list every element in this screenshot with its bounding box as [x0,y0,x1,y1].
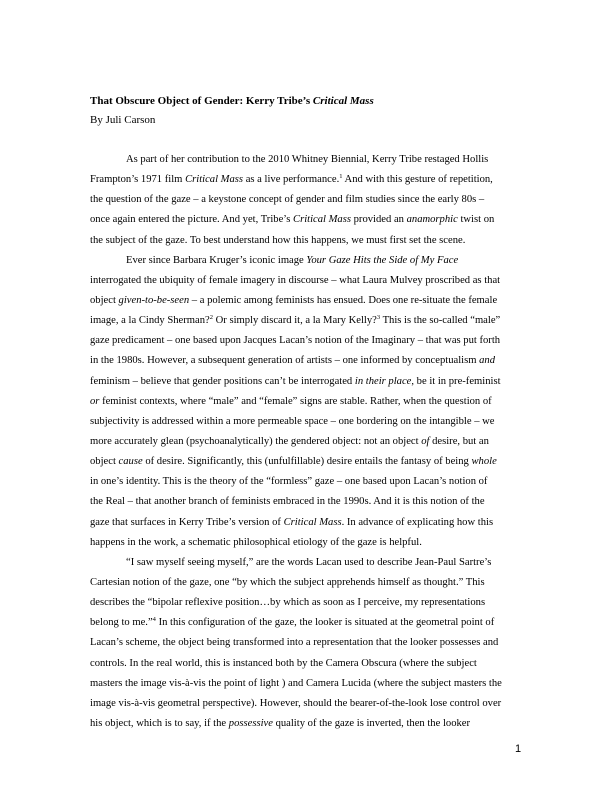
text-line [90,452,526,472]
italic-text: anamorphic [406,214,458,226]
text-line [90,573,526,593]
italic-text: in their place [354,375,412,387]
text-line [90,472,526,492]
footnote-ref: 2 [209,314,213,322]
text-span: feminist contexts, where “male” and “female” signs are stable. Rather, when the question of [99,395,492,407]
text-span: desire, but an [429,435,489,447]
text-span: as a live performance. [243,174,340,186]
text-line [90,492,526,512]
text-line [90,372,526,392]
text-span: object [90,456,119,468]
italic-text: or [90,395,100,407]
text-span: subjectivity is addressed within a more permeable space – one bordering on the intangible – we [90,415,495,427]
text-span: Or simply discard it, a la Mary Kelly? [212,315,377,327]
text-span: . In advance of explicating how this [341,516,494,528]
text-span: quality of the gaze is inverted, then the looker [272,717,471,729]
italic-text: Critical Mass [283,516,342,528]
text-span: image vis-à-vis geometral perspective). However, should the bearer-of-the-look lose control over [90,697,502,709]
italic-text: whole [471,456,497,468]
italic-text: given-to-be-seen [118,294,190,306]
text-line [90,190,526,210]
text-line [90,412,526,432]
text-line [90,231,526,251]
text-line [90,613,526,633]
text-line [90,694,526,714]
text-line [90,553,526,573]
italic-text: Your Gaze Hits the Side of My Face [306,254,459,266]
text-line [90,150,526,170]
text-span: And with this gesture of repetition, [342,174,493,186]
text-line [90,210,526,230]
text-span: masters the image vis-à-vis the point of light ) and Camera Lucida (where the subject masters the [90,677,502,689]
text-line [90,714,526,734]
text-span: controls. In the real world, this is instanced both by the Camera Obscura (where the subject [90,657,477,669]
text-span: Frampton’s 1971 film [90,174,186,186]
text-span: more accurately glean (psychoanalytically) the gendered object: not an object [90,435,422,447]
text-line [90,291,526,311]
text-span: interrogated the ubiquity of female imagery in discourse – what Laura Mulvey proscribed as that [90,274,501,286]
body-text [90,150,526,734]
text-span: gaze predicament – one based upon Jacques Lacan’s notion of the Imaginary – that was put forth [90,335,501,347]
text-span: feminism – believe that gender positions can’t be interrogated [90,375,355,387]
text-span: happens in the work, a schematic philosophical etiology of the gaze is helpful. [90,536,422,548]
text-span: Lacan’s scheme, the object being transformed into a representation that the looker possesses and [90,637,499,649]
text-span: image, a la Cindy Sherman? [90,315,210,327]
text-line [90,593,526,613]
text-span: , be it in pre-feminist [411,375,501,387]
text-span: of desire. Significantly, this (unfulfillable) desire entails the fantasy of being [142,456,472,468]
italic-text: of [421,435,430,447]
text-span: In this configuration of the gaze, the looker is situated at the geometral point of [155,617,495,629]
text-span: twist on [457,214,495,226]
title-main: That Obscure Object of Gender: Kerry Tribe’s [90,95,313,107]
text-span: describes the “bipolar reflexive position…by which as soon as I perceive, my representations [90,597,486,609]
text-line [90,351,526,371]
text-span: As part of her contribution to the 2010 Whitney Biennial, Kerry Tribe restaged Hollis [126,154,489,165]
byline: By Juli Carson [90,114,156,126]
article-title [90,94,374,108]
footnote-ref: 4 [152,616,156,624]
text-line [90,311,526,331]
text-line [90,533,526,553]
text-line [90,513,526,533]
text-span: the subject of the gaze. To best understand how this happens, we must first set the scene. [90,234,466,246]
text-span: gaze that surfaces in Kerry Tribe’s version of [90,516,284,528]
title-italic: Critical Mass [312,95,374,107]
text-span: This is the so-called “male” [380,315,501,327]
text-span: in the 1980s. However, a subsequent generation of artists – one informed by conceptualism [90,355,480,367]
text-span: belong to me.” [90,617,153,629]
text-line [90,251,526,271]
italic-text: and [479,355,495,367]
italic-text: possessive [228,717,273,729]
text-span: “I saw myself seeing myself,” are the words Lacan used to describe Jean-Paul Sartre’s [126,556,492,568]
text-span: the question of the gaze – a keystone concept of gender and film studies since the early 80s – [90,194,485,206]
text-line [90,633,526,653]
text-span: the Real – that another branch of feminists embraced in the 1990s. And it is this notion of the [90,496,485,508]
text-line [90,432,526,452]
text-span: provided an [350,214,407,226]
page-number: 1 [515,743,522,755]
italic-text: Critical Mass [293,214,351,226]
text-span: object [90,294,119,306]
footnote-ref: 1 [339,173,343,181]
text-line [90,654,526,674]
text-span: once again entered the picture. And yet, Tribe’s [90,214,293,226]
text-line [90,331,526,351]
text-line [90,392,526,412]
text-line [90,170,526,190]
italic-text: Critical Mass [185,174,244,186]
footnote-ref: 3 [376,314,381,322]
text-line [90,674,526,694]
text-span: in one’s identity. This is the theory of the “formless” gaze – one based upon Lacan’s notion of [90,476,488,488]
text-span: Cartesian notion of the gaze, one “by which the subject apprehends himself as thought.” This [90,576,485,588]
text-span: – a polemic among feminists has ensued. Does one re-situate the female [189,294,498,306]
italic-text: cause [118,456,143,468]
text-span: Ever since Barbara Kruger’s iconic image [126,254,307,266]
text-span: his object, which is to say, if the [90,717,229,729]
text-line [90,271,526,291]
